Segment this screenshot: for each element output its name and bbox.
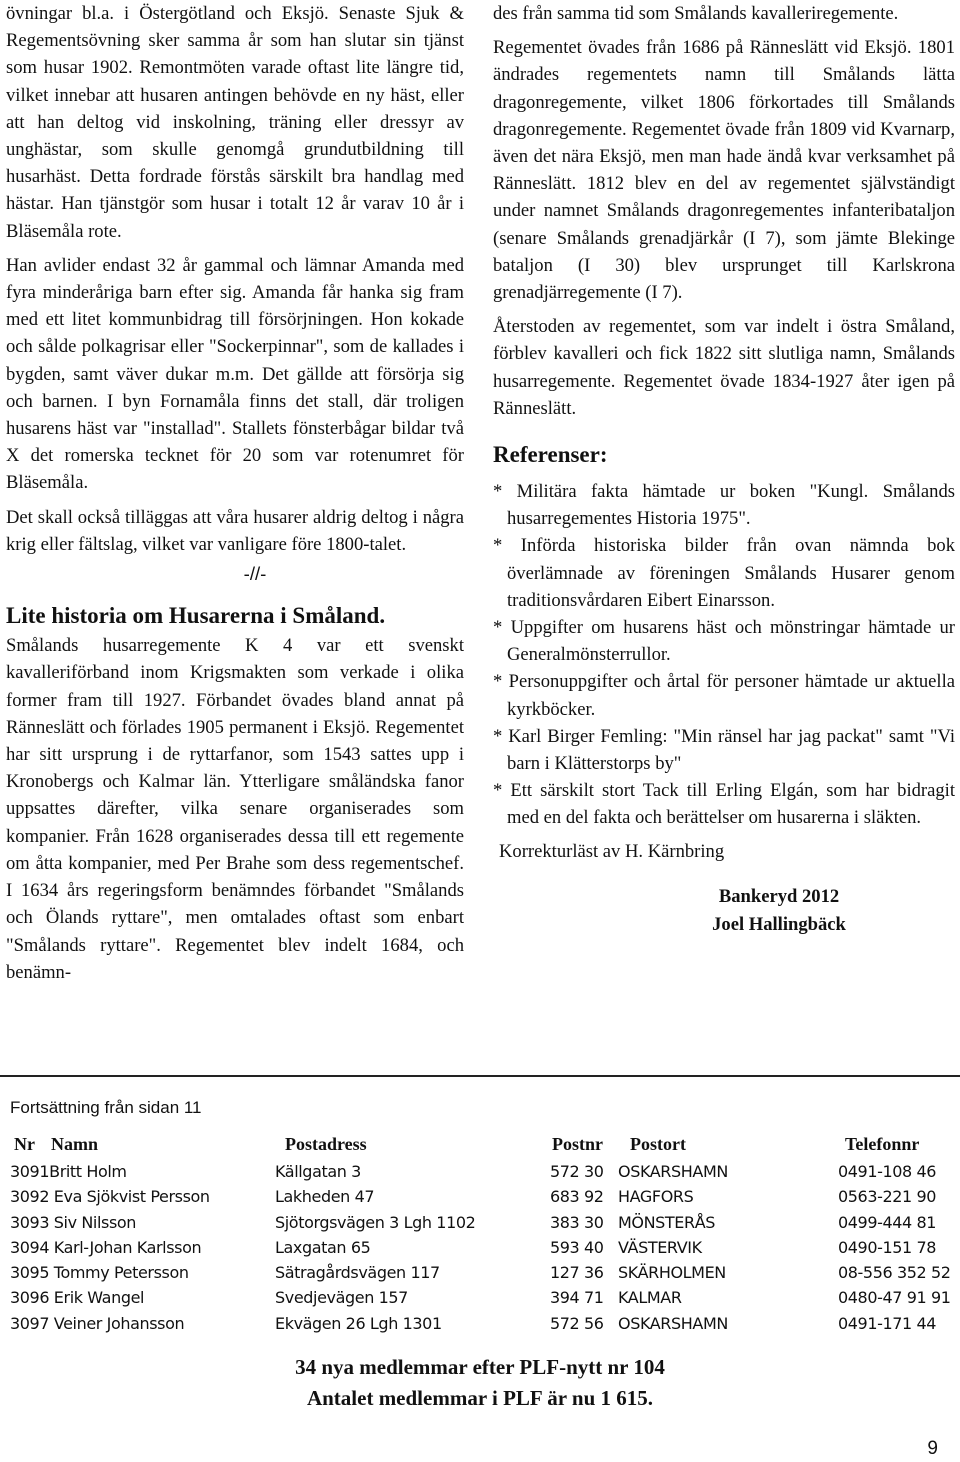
member-address: Svedjevägen 157: [275, 1288, 408, 1308]
page-number: 9: [927, 1438, 938, 1459]
body-paragraph: Regementet övades från 1686 på Ränneslätt vid Eksjö. 1801 ändrades regementets namn till Smålands lätta dragonregemente, vilket 1806 förkortades till Smålands dragonregemente. Regementet övade från 1809 vid Kvarnarp, även det nära Eksjö, men man hade ändå kvar verksamhet på Ränneslätt. 1812 blev en del av regementet självständigt under namnet Smålands dragonregementes infanteribataljon (senare Smålands grenadjärkår (I 7), som jämte Blekinge bataljon (I 30) blev ursprunget till Karlskrona grenadjärregemente (I 7).: [493, 37, 955, 304]
member-entry: 3096 Erik Wangel: [10, 1288, 145, 1308]
member-entry: 3097 Veiner Johansson: [10, 1313, 185, 1333]
table-row: [0, 1236, 960, 1261]
reference-item: * Militära fakta hämtade ur boken "Kungl. Smålands husarregementes Historia 1975".: [493, 481, 955, 530]
body-paragraph: Det skall också tilläggas att våra husarer aldrig deltog i några krig eller fältslag, vilket var vanligare före 1800-talet.: [6, 506, 464, 555]
membership-summary: [0, 1352, 960, 1414]
member-entry: 3091Britt Holm: [10, 1162, 127, 1181]
article-text: Smålands husarregemente K 4 var ett svenskt kavalleriförband inom Krigsmakten som verkade i olika former fram till 1927. Förbandet övades bland annat på Ränneslätt och förlades 1905 permanent i Eksjö. Regementet har sitt ursprung i de ryttarfanor, som 1543 sattes upp i Kronobergs och Kalmar län. Ytterligare småländska fanor uppsattes därefter, vilka senare organiserades som kompanier. Från 1628 organiserades dessa till ett regemente om åtta kompanier, med Per Brahe som dess regementschef. I 1634 års regeringsform benämndes förbandet "Smålands och Ölands ryttare", men omtalades oftast som enbart "Smålands ryttare". Regementet blev indelt 1684, och benämn-: [6, 635, 464, 983]
article-title: Lite historia om Husarerna i Småland.: [6, 603, 386, 629]
member-postnr: 572 56: [550, 1313, 604, 1333]
members-table: [0, 1134, 960, 1337]
member-postort: SKÄRHOLMEN: [618, 1263, 726, 1283]
summary-total-members: Antalet medlemmar i PLF är nu 1 615.: [306, 1386, 654, 1410]
reference-item: * Personuppgifter och årtal för personer hämtade ur aktuella kyrkböcker.: [493, 671, 955, 720]
member-entry: 3095 Tommy Petersson: [10, 1263, 189, 1283]
member-postnr: 683 92: [550, 1187, 604, 1207]
summary-new-members: 34 nya medlemmar efter PLF-nytt nr 104: [295, 1355, 665, 1379]
member-phone: 0480-47 91 91: [838, 1288, 951, 1308]
reference-item: * Införda historiska bilder från ovan nämnda bok överlämnade av föreningen Smålands Husarer genom traditionsvårdaren Eibert Einarsson.: [493, 535, 955, 611]
header-name: Namn: [51, 1134, 99, 1154]
members-table-header: [0, 1134, 960, 1160]
header-postort: Postort: [630, 1134, 686, 1154]
signoff-name: Joel Hallingbäck: [712, 913, 846, 935]
member-entry: 3093 Siv Nilsson: [10, 1212, 137, 1232]
body-paragraph: des från samma tid som Smålands kavalleriregemente.: [493, 3, 899, 24]
references-heading: Referenser:: [493, 442, 608, 468]
proofread-note: Korrekturläst av H. Kärnbring: [499, 840, 725, 862]
continuation-note: Fortsättning från sidan 11: [10, 1098, 202, 1117]
table-row: [0, 1261, 960, 1286]
member-postnr: 394 71: [550, 1288, 604, 1308]
member-phone: 0491-171 44: [838, 1313, 937, 1333]
member-address: Lakheden 47: [275, 1187, 375, 1207]
member-postort: HAGFORS: [618, 1187, 694, 1207]
reference-item: * Uppgifter om husarens häst och mönstringar hämtade ur Generalmönsterrullor.: [493, 617, 955, 666]
table-row: [0, 1160, 960, 1185]
member-phone: 08-556 352 52: [838, 1263, 951, 1283]
table-row: [0, 1185, 960, 1210]
body-paragraph: Han avlider endast 32 år gammal och lämnar Amanda med fyra minderåriga barn efter sig. Amanda får hanka sig fram med ett litet kommunbidrag till försörjningen. Hon kokade och sålde polkagrisar eller "Sockerpinnar", som de kallades i bygden, samt väver dukar m.m. Det gällde att försörja sig och barnen. I byn Fornamåla finns det stall, där troligen husarens häst var "installad". Stallets fönsterbågar bildar två X det romerska tecknet för 20 som var rotenumret för Bläsemåla.: [6, 254, 464, 494]
reference-item: * Ett särskilt stort Tack till Erling Elgán, som har bidragit med en del fakta och berättelser om husarerna i släkten.: [493, 780, 955, 829]
table-row: [0, 1286, 960, 1311]
left-column: [6, 0, 464, 986]
member-entry: 3092 Eva Sjökvist Persson: [10, 1187, 210, 1207]
header-phone: Telefonnr: [845, 1134, 920, 1154]
member-postort: VÄSTERVIK: [618, 1237, 702, 1257]
member-phone: 0490-151 78: [838, 1237, 937, 1257]
member-postort: OSKARSHAMN: [618, 1162, 728, 1181]
body-paragraph: övningar bl.a. i Östergötland och Eksjö. Senaste Sjuk & Regementsövning sker samma år som han slutar sin tjänst som husar 1902. Remontmöten varade oftast lite längre tid, vilket innebar att husaren antingen behövde en ny häst, eller att han deltog vid inskolning, träning eller dressyr av unghästar, som skulle genomgå grundutbildning till husarhäst. Detta fordrade förstås särskilt bra handlag med hästar. Han tjänstgör som husar i totalt 12 år varav 10 år i Bläsemåla rote.: [6, 3, 464, 242]
header-nr: Nr: [14, 1134, 35, 1154]
signoff-place: Bankeryd 2012: [718, 885, 840, 907]
signoff: [603, 883, 955, 939]
member-postort: KALMAR: [618, 1288, 682, 1308]
member-postnr: 572 30: [550, 1162, 604, 1181]
member-phone: 0499-444 81: [838, 1212, 937, 1232]
header-address: Postadress: [285, 1134, 367, 1154]
table-row: [0, 1312, 960, 1337]
member-phone: 0491-108 46: [838, 1162, 937, 1181]
member-address: Sätragårdsvägen 117: [275, 1263, 440, 1283]
reference-item: * Karl Birger Femling: "Min ränsel har jag packat" samt "Vi barn i Klätterstorps by": [493, 725, 955, 775]
member-address: Laxgatan 65: [275, 1237, 371, 1257]
member-address: Källgatan 3: [275, 1162, 361, 1181]
body-paragraph: Återstoden av regementet, som var indelt i östra Småland, förblev kavalleri och fick 1822 sitt slutliga namn, Smålands husarregemente. Regementet övade 1834-1927 åter igen på Ränneslätt.: [493, 316, 955, 419]
right-column: [493, 0, 955, 939]
member-postort: MÖNSTERÅS: [618, 1212, 716, 1232]
section-divider: -//-: [243, 563, 267, 585]
header-postnr: Postnr: [552, 1134, 603, 1154]
member-postnr: 593 40: [550, 1237, 604, 1257]
member-entry: 3094 Karl-Johan Karlsson: [10, 1237, 202, 1257]
member-address: Sjötorgsvägen 3 Lgh 1102: [275, 1212, 476, 1232]
member-postnr: 127 36: [550, 1263, 604, 1283]
member-postort: OSKARSHAMN: [618, 1313, 728, 1333]
member-postnr: 383 30: [550, 1212, 604, 1232]
member-phone: 0563-221 90: [838, 1187, 937, 1207]
horizontal-divider: [0, 1075, 960, 1077]
member-address: Ekvägen 26 Lgh 1301: [275, 1313, 442, 1333]
table-row: [0, 1211, 960, 1236]
